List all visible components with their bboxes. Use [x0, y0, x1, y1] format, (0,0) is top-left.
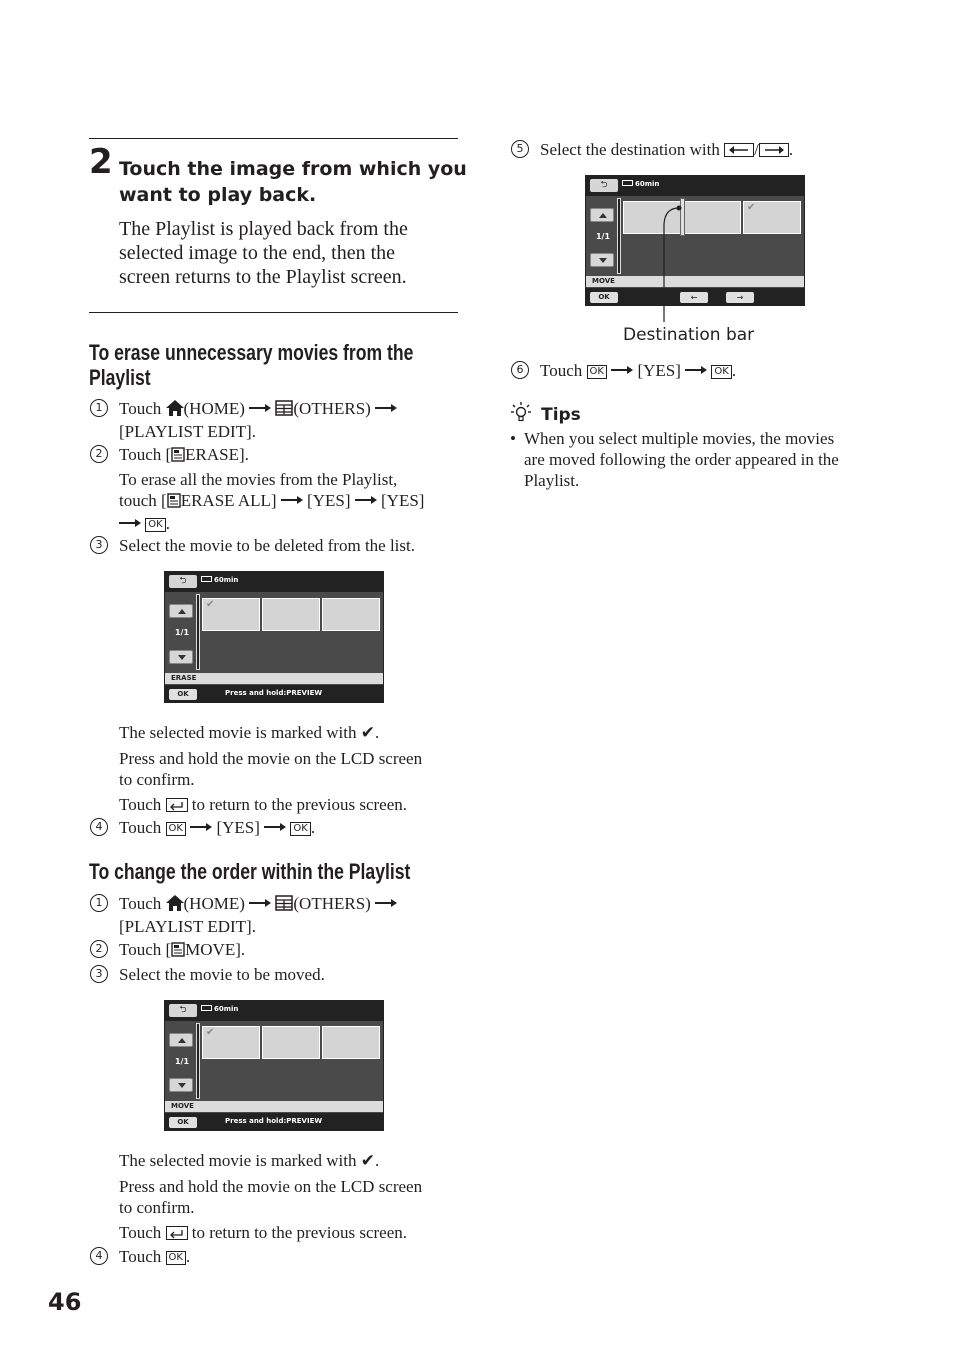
lcd-thumbnail[interactable] — [743, 201, 801, 234]
ok-button-glyph: OK — [166, 1251, 186, 1265]
lcd-erase-screen — [164, 571, 384, 703]
note-text: [YES] — [307, 491, 351, 510]
step-body — [119, 217, 408, 289]
mode-text: MOVE — [592, 277, 615, 285]
home-icon — [166, 400, 184, 421]
step-text: Touch — [119, 894, 162, 913]
check-icon: ✔ — [206, 599, 215, 610]
arrow-icon — [611, 365, 633, 375]
mode-text: MOVE — [171, 1102, 194, 1110]
step-number: 2 — [89, 142, 113, 182]
erase-notes: The selected movie is marked with ✔. Press and hold the movie on the LCD screen to confirm. Touch to return to the previous screen. — [119, 722, 459, 817]
step-text: Touch [ — [119, 940, 172, 959]
lcd-scroll-down-button[interactable] — [169, 650, 193, 664]
step-text: Touch — [119, 399, 162, 418]
others-icon — [275, 400, 293, 421]
note-line: Press and hold the movie on the LCD screen — [119, 749, 423, 768]
order-step1 — [119, 893, 449, 937]
ok-button-glyph: OK — [166, 822, 186, 836]
note-text: [YES] — [381, 491, 425, 510]
ok-button-glyph: OK — [290, 822, 310, 836]
lcd-ok-button[interactable]: OK — [169, 1117, 197, 1128]
step-marker: 1 — [90, 894, 108, 912]
step-marker: 4 — [90, 818, 108, 836]
erase-all-note: To erase all the movies from the Playlist, touch [ ERASE ALL] [YES] [YES] OK . — [119, 469, 459, 534]
order-step2 — [119, 939, 449, 962]
heading-line: Touch the image from which you — [119, 158, 467, 180]
check-icon: ✔ — [747, 202, 756, 213]
battery-icon — [201, 576, 212, 582]
body-line: The Playlist is played back from the — [119, 218, 408, 240]
lcd-scroll-up-button[interactable] — [169, 604, 193, 618]
note-line: to confirm. — [119, 770, 195, 789]
ok-button-glyph: OK — [145, 518, 165, 532]
step-text: (OTHERS) — [293, 399, 371, 418]
lcd-thumbnail[interactable] — [262, 598, 320, 631]
erase-step1 — [119, 398, 449, 442]
lcd-back-button[interactable]: ⮌ — [169, 1004, 197, 1017]
check-icon: ✔ — [360, 723, 375, 743]
lcd-mode-label — [165, 1101, 383, 1112]
step-text: (HOME) — [183, 894, 245, 913]
body-line: selected image to the end, then the — [119, 242, 396, 264]
return-icon — [166, 796, 188, 817]
arrow-icon — [249, 898, 271, 908]
step-text: [YES] — [216, 818, 260, 837]
step-text: (HOME) — [183, 399, 245, 418]
step-marker: 1 — [90, 399, 108, 417]
mode-text: ERASE — [171, 674, 197, 682]
playlist-edit-icon — [171, 941, 185, 962]
lcd-preview-hint: Press and hold:PREVIEW — [225, 689, 323, 697]
battery-icon — [622, 180, 633, 186]
note-text: Touch — [119, 795, 162, 814]
lcd-thumbnail[interactable] — [683, 201, 741, 234]
lcd-page-indicator: 1/1 — [174, 628, 190, 637]
lcd-scroll-up-button[interactable] — [590, 208, 614, 222]
step-text: Touch — [540, 361, 583, 380]
step-marker: 2 — [90, 940, 108, 958]
top-rule — [89, 138, 458, 139]
page-number: 46 — [48, 1288, 82, 1316]
check-icon: ✔ — [206, 1027, 215, 1038]
tips-header — [510, 401, 581, 425]
playlist-edit-icon — [171, 446, 185, 467]
lcd-capacity — [622, 180, 659, 188]
erase-step4: Touch OK [YES] OK . — [119, 818, 316, 837]
destination-bar-label: Destination bar — [623, 325, 755, 345]
erase-step2 — [119, 444, 449, 467]
note-line: To erase all the movies from the Playlist, — [119, 470, 398, 489]
heading-line: want to play back. — [119, 184, 317, 206]
step-marker: 3 — [90, 536, 108, 554]
order-step4: Touch OK . — [119, 1247, 191, 1266]
note-text: The selected movie is marked with — [119, 723, 357, 742]
lcd-move-destination-screen — [585, 175, 805, 306]
heading-line: Playlist — [89, 365, 151, 390]
erase-heading — [89, 340, 425, 390]
note-text: Touch — [119, 1223, 162, 1242]
lcd-thumbnail[interactable] — [202, 1026, 260, 1059]
tip-item — [510, 428, 880, 491]
note-text: ERASE ALL] — [180, 491, 277, 510]
note-line: Press and hold the movie on the LCD screen — [119, 1177, 423, 1196]
section-rule — [89, 312, 458, 313]
body-line: screen returns to the Playlist screen. — [119, 266, 407, 288]
destination-callout-line — [655, 200, 685, 325]
lcd-capacity — [201, 576, 238, 584]
step-marker: 5 — [511, 140, 529, 158]
step-marker: 4 — [90, 1247, 108, 1265]
capacity-text: 60min — [214, 1005, 239, 1013]
lcd-back-button[interactable]: ⮌ — [169, 575, 197, 588]
lcd-scroll-down-button[interactable] — [169, 1078, 193, 1092]
lcd-top-bar — [586, 176, 804, 196]
note-text: to return to the previous screen. — [191, 795, 408, 814]
order-heading: To change the order within the Playlist — [89, 859, 411, 884]
lcd-thumbnail[interactable] — [202, 598, 260, 631]
check-icon: ✔ — [360, 1151, 375, 1171]
step-text: Touch — [119, 818, 162, 837]
lcd-right-button[interactable]: → — [726, 292, 754, 303]
tip-line: When you select multiple movies, the movies — [524, 429, 835, 448]
order-step3: Select the movie to be moved. — [119, 965, 325, 984]
arrow-icon — [375, 898, 397, 908]
home-icon — [166, 895, 184, 916]
lcd-ok-button[interactable]: OK — [169, 689, 197, 700]
others-icon — [275, 895, 293, 916]
battery-icon — [201, 1005, 212, 1011]
arrow-icon — [375, 403, 397, 413]
move-step6: Touch OK [YES] OK . — [540, 361, 737, 380]
capacity-text: 60min — [635, 180, 660, 188]
lcd-scrollbar[interactable] — [196, 1023, 200, 1099]
step-marker: 6 — [511, 361, 529, 379]
order-notes: The selected movie is marked with ✔. Press and hold the movie on the LCD screen to confirm. Touch to return to the previous screen. — [119, 1150, 459, 1245]
lcd-top-bar — [165, 572, 383, 592]
step-text: Touch [ — [119, 445, 172, 464]
lcd-page-indicator: 1/1 — [174, 1057, 190, 1066]
step-text: [PLAYLIST EDIT]. — [119, 422, 256, 441]
lcd-scroll-down-button[interactable] — [590, 253, 614, 267]
lcd-scrollbar[interactable] — [617, 198, 621, 274]
move-step5: Select the destination with / . — [540, 139, 900, 162]
lcd-thumbnail[interactable] — [322, 598, 380, 631]
heading-line: To erase unnecessary movies from the — [89, 340, 414, 365]
step-heading — [119, 156, 467, 208]
tip-line: are moved following the order appeared in the — [524, 450, 839, 469]
lcd-thumbnail[interactable] — [262, 1026, 320, 1059]
lightbulb-icon — [510, 401, 532, 427]
step-text: [PLAYLIST EDIT]. — [119, 917, 256, 936]
lcd-thumbnail[interactable] — [322, 1026, 380, 1059]
note-text: touch [ — [119, 491, 167, 510]
arrow-icon — [190, 822, 212, 832]
lcd-mode-label — [586, 276, 804, 287]
left-arrow-button-icon — [724, 141, 754, 162]
lcd-capacity — [201, 1005, 238, 1013]
step-marker: 2 — [90, 445, 108, 463]
ok-button-glyph: OK — [711, 365, 731, 379]
step-text: (OTHERS) — [293, 894, 371, 913]
return-icon — [166, 1224, 188, 1245]
tip-line: Playlist. — [524, 471, 580, 490]
tips-title: Tips — [541, 405, 581, 425]
lcd-scroll-up-button[interactable] — [169, 1033, 193, 1047]
note-text: The selected movie is marked with — [119, 1151, 357, 1170]
bullet: • — [510, 429, 516, 448]
lcd-top-bar — [165, 1001, 383, 1021]
step-text: MOVE]. — [185, 940, 246, 959]
lcd-scrollbar[interactable] — [196, 594, 200, 670]
note-line: to confirm. — [119, 1198, 195, 1217]
arrow-icon — [355, 495, 377, 505]
step-text: ERASE]. — [185, 445, 249, 464]
lcd-page-indicator: 1/1 — [595, 232, 611, 241]
arrow-icon — [249, 403, 271, 413]
step-text: [YES] — [637, 361, 681, 380]
erase-step3: Select the movie to be deleted from the list. — [119, 536, 415, 555]
note-text: to return to the previous screen. — [191, 1223, 408, 1242]
playlist-edit-icon — [167, 492, 181, 513]
arrow-icon — [685, 365, 707, 375]
lcd-back-button[interactable]: ⮌ — [590, 179, 618, 192]
lcd-mode-label — [165, 673, 383, 684]
arrow-icon — [281, 495, 303, 505]
lcd-left-button[interactable]: ← — [680, 292, 708, 303]
lcd-ok-button[interactable]: OK — [590, 292, 618, 303]
lcd-move-select-screen — [164, 1000, 384, 1131]
right-arrow-button-icon — [759, 141, 789, 162]
ok-button-glyph: OK — [587, 365, 607, 379]
arrow-icon — [264, 822, 286, 832]
step-text: Touch — [119, 1247, 162, 1266]
step-text: Select the destination with — [540, 140, 720, 159]
capacity-text: 60min — [214, 576, 239, 584]
step-marker: 3 — [90, 965, 108, 983]
lcd-preview-hint: Press and hold:PREVIEW — [225, 1117, 323, 1125]
arrow-icon — [119, 518, 141, 528]
